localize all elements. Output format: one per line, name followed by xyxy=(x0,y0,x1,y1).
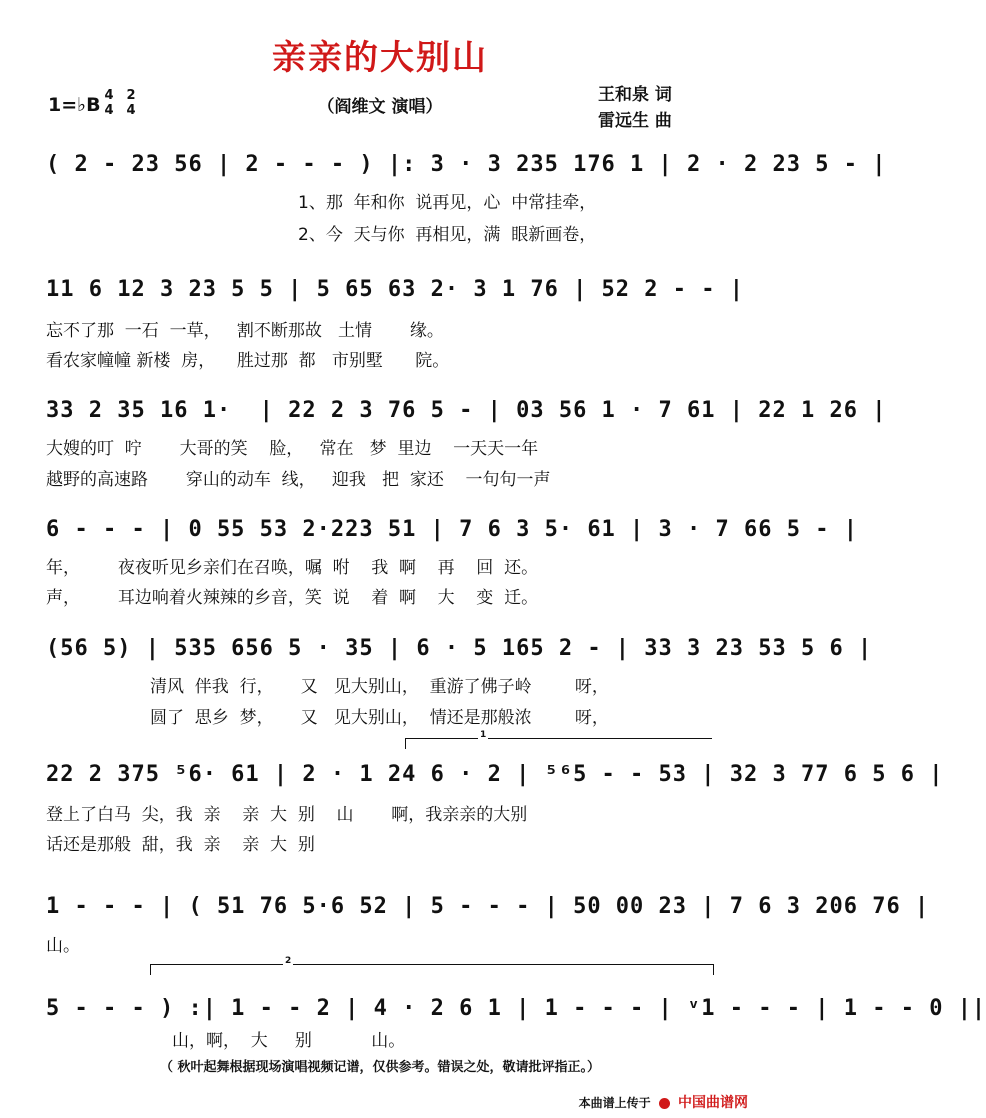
lyric-line-1-verse-1: 1、那 年和你 说再见，心 中常挂牵， xyxy=(298,193,597,213)
volta-bracket-2 xyxy=(150,956,714,975)
time-signature-top: 4 xyxy=(104,88,114,103)
notation-line-3: 33 2 35 16 1· | 22 2 3 76 5 - | 03 56 1 · 7 61 | 22 1 26 | xyxy=(46,398,887,423)
transcription-note: （ 秋叶起舞根据现场演唱视频记谱，仅供参考。错误之处，敬请批评指正。） xyxy=(159,1060,601,1075)
upload-credit xyxy=(579,1092,748,1112)
time-signature-4-4 xyxy=(102,88,116,118)
site-logo-icon xyxy=(659,1098,670,1109)
composer-credit: 雷远生 曲 xyxy=(598,111,672,131)
lyric-line-4-verse-1: 年， 夜夜听见乡亲们在召唤，嘱 咐 我 啊 再 回 还。 xyxy=(46,558,539,578)
lyricist-credit: 王和泉 词 xyxy=(598,85,672,105)
lyric-line-5-verse-2: 圆了 思乡 梦， 又 见大别山， 情还是那般浓 呀， xyxy=(150,708,609,728)
singer-credit: （阎维文 演唱） xyxy=(317,97,443,117)
notation-line-6: 22 2 375 ⁵6· 61 | 2 · 1 24 6 · 2 | ⁵⁶5 - - 53 | 32 3 77 6 5 6 | xyxy=(46,762,944,787)
lyric-line-2-verse-1: 忘不了那 一石 一草， 割不断那故 土情 缘。 xyxy=(46,321,444,341)
site-name[interactable]: 中国曲谱网 xyxy=(678,1095,748,1111)
lyric-line-6-verse-2: 话还是那般 甜，我 亲 亲 大 别 xyxy=(46,835,315,855)
lyric-line-2-verse-2: 看农家幢幢 新楼 房， 胜过那 都 市别墅 院。 xyxy=(46,351,450,371)
lyric-line-7: 山。 xyxy=(46,936,80,956)
notation-line-5: (56 5) | 535 656 5 · 35 | 6 · 5 165 2 - | 33 3 23 53 5 6 | xyxy=(46,636,873,661)
lyric-line-5-verse-1: 清风 伴我 行， 又 见大别山， 重游了佛子岭 呀， xyxy=(150,677,609,697)
song-title: 亲亲的大别山 xyxy=(272,38,488,78)
time-signature-bottom: 4 xyxy=(104,103,114,118)
lyric-line-3-verse-1: 大嫂的叮 咛 大哥的笑 脸， 常在 梦 里边 一天天一年 xyxy=(46,439,539,459)
upload-prefix: 本曲谱上传于 xyxy=(578,1096,651,1110)
notation-line-1: ( 2 - 23 56 | 2 - - - ) |: 3 · 3 235 176 1 | 2 · 2 23 5 - | xyxy=(46,152,887,177)
notation-line-7: 1 - - - | ( 51 76 5·6 52 | 5 - - - | 50 00 23 | 7 6 3 206 76 | xyxy=(46,894,930,919)
volta-number: 2 xyxy=(285,956,292,966)
time-signature-bottom: 4 xyxy=(126,103,136,118)
lyric-line-6-verse-1: 登上了白马 尖，我 亲 亲 大 别 山 啊，我亲亲的大别 xyxy=(46,805,528,825)
lyric-line-1-verse-2: 2、今 天与你 再相见，满 眼新画卷， xyxy=(298,225,597,245)
notation-line-8: 5 - - - ) :| 1 - - 2 | 4 · 2 6 1 | 1 - - - | ᵛ1 - - - | 1 - - 0 || xyxy=(46,996,986,1021)
volta-number: 1 xyxy=(480,730,487,740)
notation-line-2: 11 6 12 3 23 5 5 | 5 65 63 2· 3 1 76 | 52 2 - - | xyxy=(46,277,745,302)
time-signature-2-4 xyxy=(124,88,138,118)
key-signature: 1=♭B xyxy=(48,94,101,116)
notation-line-4: 6 - - - | 0 55 53 2·223 51 | 7 6 3 5· 61 | 3 · 7 66 5 - | xyxy=(46,517,858,542)
time-signature-top: 2 xyxy=(126,88,136,103)
lyric-line-8: 山，啊， 大 别 山。 xyxy=(172,1031,406,1051)
lyric-line-3-verse-2: 越野的高速路 穿山的动车 线， 迎我 把 家还 一句句一声 xyxy=(46,470,551,490)
lyric-line-4-verse-2: 声， 耳边响着火辣辣的乡音，笑 说 着 啊 大 变 迁。 xyxy=(46,588,539,608)
volta-bracket-1 xyxy=(405,730,712,749)
